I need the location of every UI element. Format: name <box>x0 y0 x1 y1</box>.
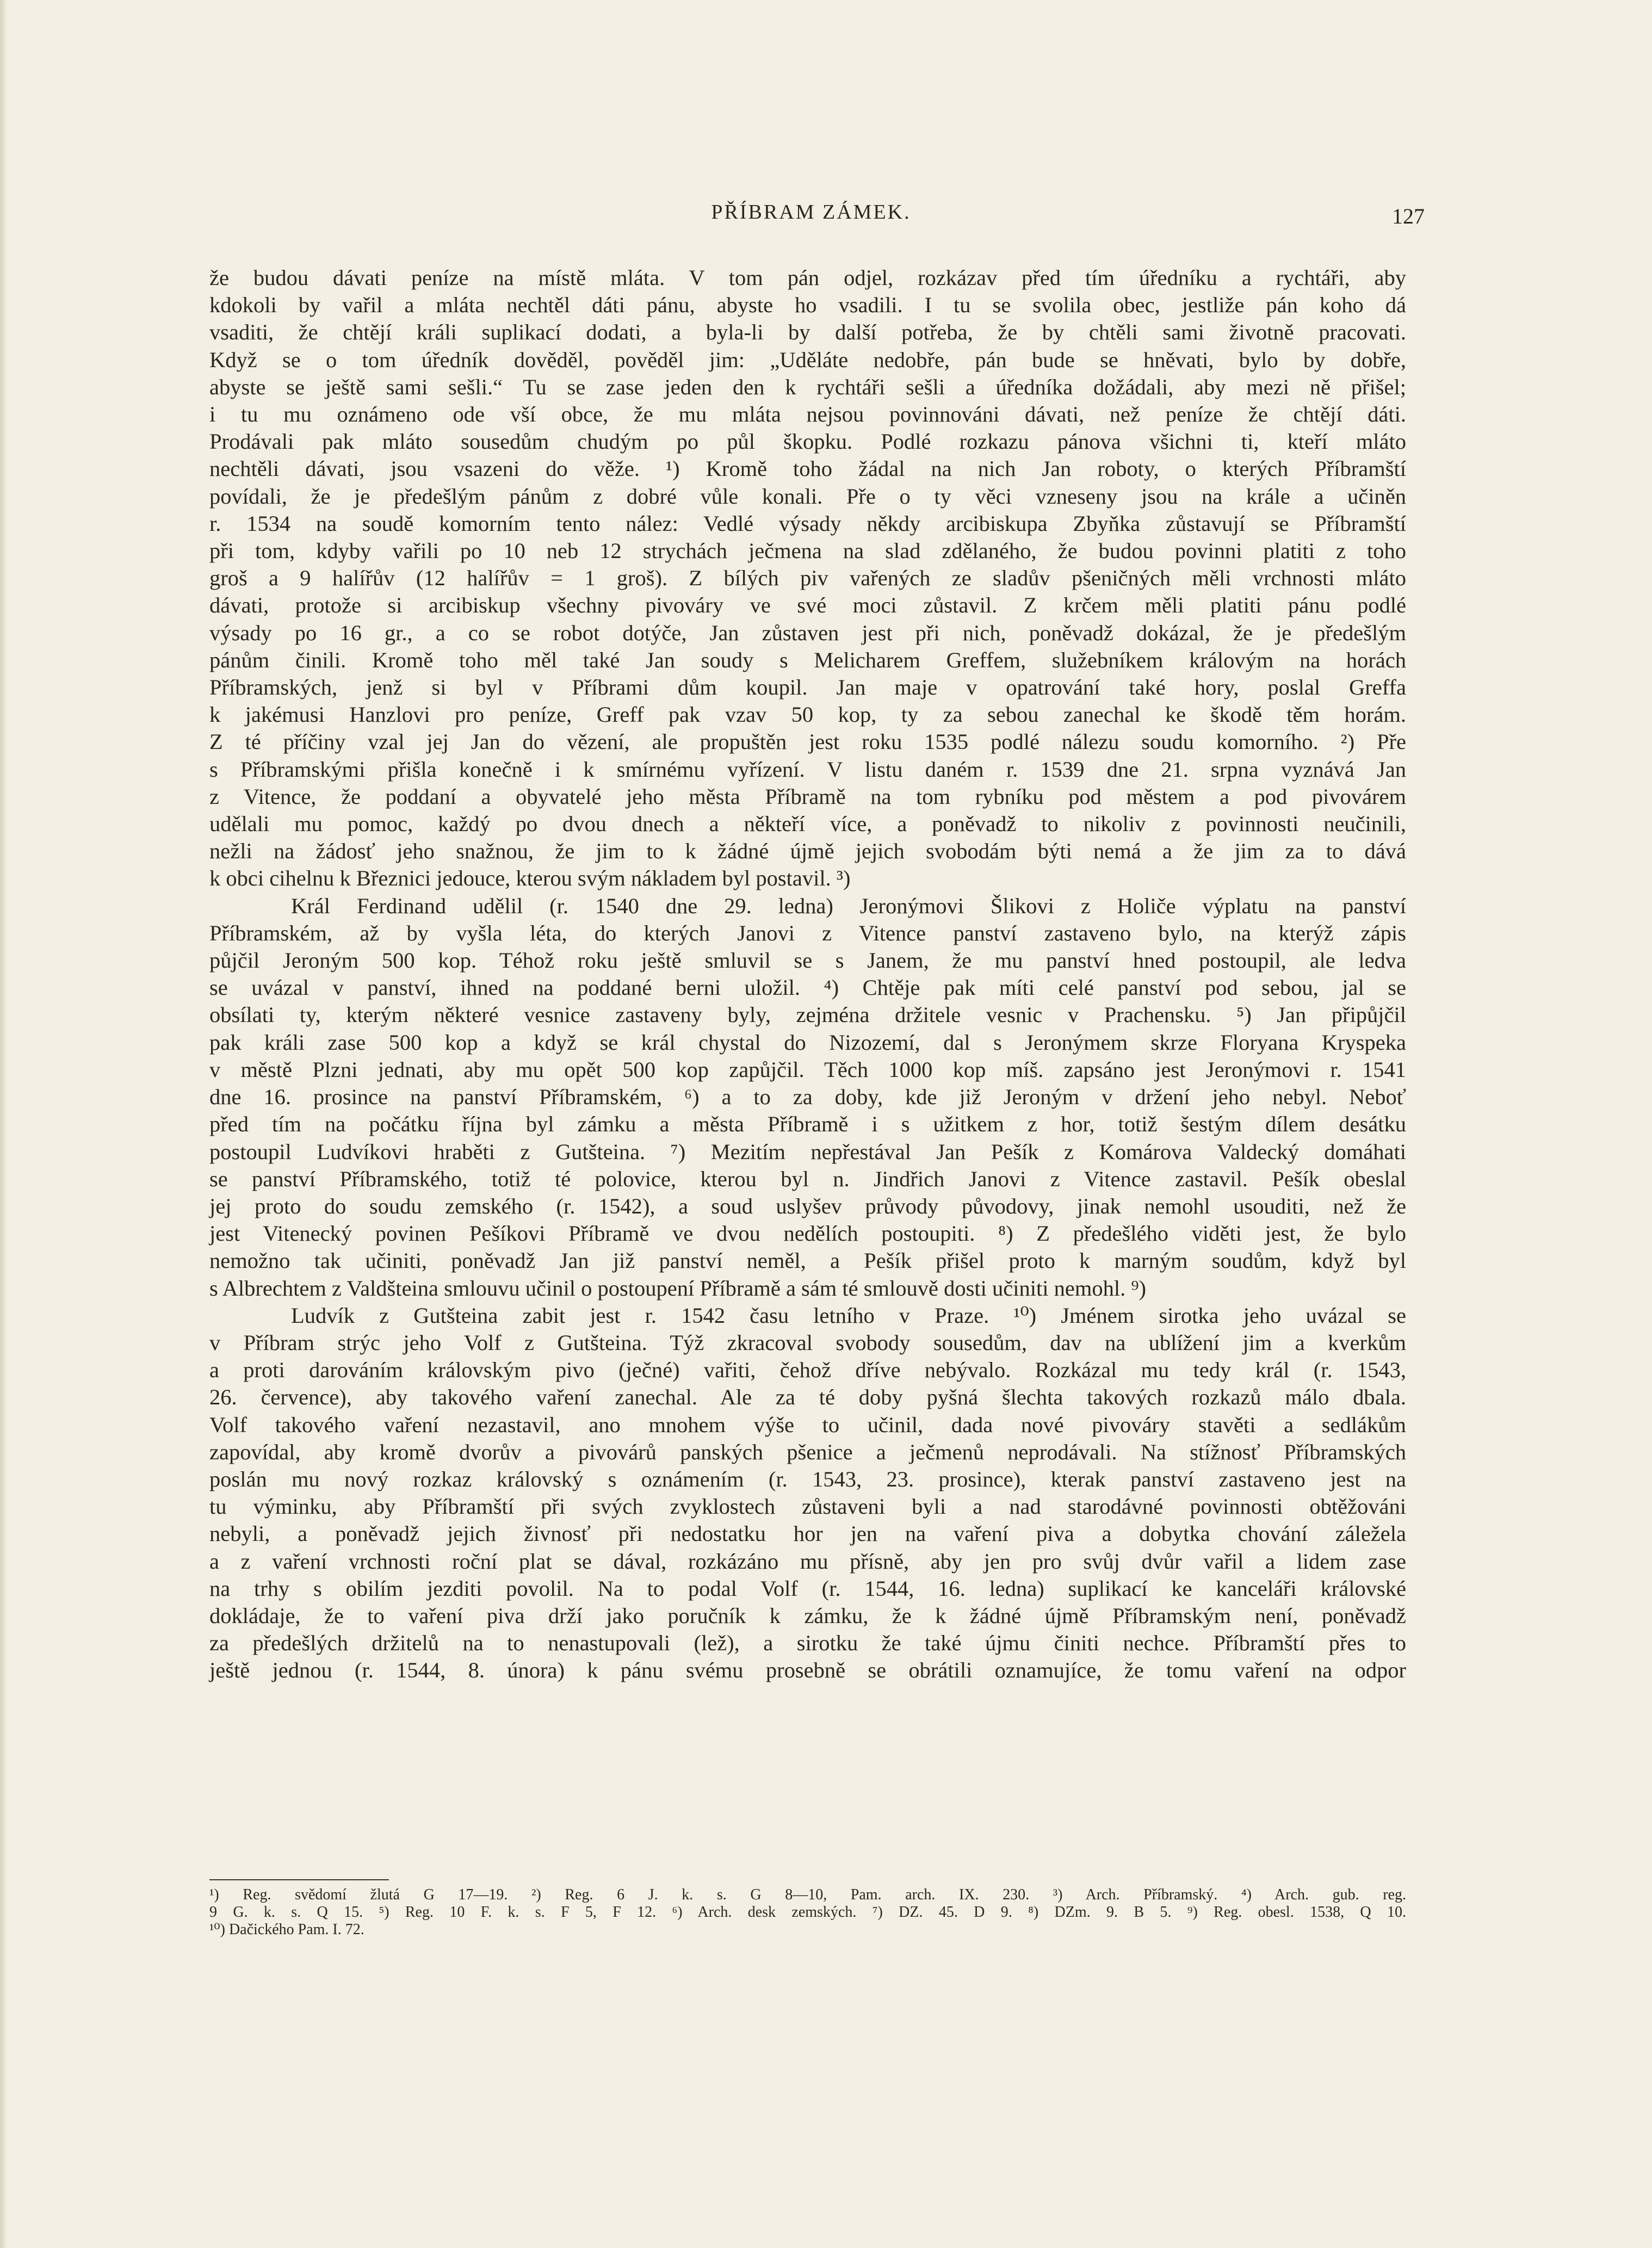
body-text <box>209 264 1406 1685</box>
text-line: jej proto do soudu zemského (r. 1542), a soud uslyšev průvody původovy, jinak nemohl usouditi, než že <box>209 1193 1406 1218</box>
text-line: a z vaření vrchnosti roční plat se dával, rozkázáno mu přísně, aby jen pro svůj dvůr vařil a lidem zase <box>209 1549 1406 1574</box>
footnote-rule <box>209 1879 389 1880</box>
text-line: nemožno tak učiniti, poněvadž Jan již panství neměl, a Pešík přišel proto k marným soudům, když byl <box>209 1248 1406 1273</box>
text-line: k jakémusi Hanzlovi pro peníze, Greff pak vzav 50 kop, ty za sebou zanechal ke škodě těm horám. <box>209 702 1406 727</box>
footnote-line: ¹⁰) Dačického Pam. I. 72. <box>209 1921 364 1938</box>
text-line: udělali mu pomoc, každý po dvou dnech a někteří více, a poněvadž to nikoliv z povinnosti neučinili, <box>209 812 1406 837</box>
text-line: nechtěli dávati, jsou vsazeni do věže. ¹) Kromě toho žádal na nich Jan roboty, o kterých Příbramští <box>209 456 1406 481</box>
text-line: v Příbram strýc jeho Volf z Gutšteina. Týž zkracoval svobody sousedům, dav na ublížení jim a kverkům <box>209 1330 1406 1355</box>
running-header <box>209 200 1425 233</box>
text-line: nežli na žádosť jeho snažnou, že jim to k žádné újmě jejich svobodám býti nemá a že jim za to dává <box>209 839 1406 864</box>
footnotes <box>209 1886 1406 1939</box>
text-line: 26. července), aby takového vaření zanechal. Ale za té doby pyšná šlechta takových rozkazů málo dbala. <box>209 1385 1406 1410</box>
text-line: za předešlých držitelů na to nenastupovali (lež), a sirotku že také újmu činiti nechce. Příbramští přes to <box>209 1631 1406 1656</box>
page-number: 127 <box>1392 204 1425 228</box>
text-line: ještě jednou (r. 1544, 8. února) k pánu svému prosebně se obrátili oznamujíce, že tomu vaření na odpor <box>209 1658 1406 1683</box>
text-line: Když se o tom úředník dověděl, pověděl jim: „Uděláte nedobře, pán bude se hněvati, bylo by dobře, <box>209 347 1406 372</box>
text-line: na trhy s obilím jezditi povolil. Na to podal Volf (r. 1544, 16. ledna) suplikací ke kanceláři královské <box>209 1576 1406 1601</box>
text-line: obsílati ty, kterým některé vesnice zastaveny byly, zejména držitele vesnic v Prachensku. ⁵) Jan připůjčil <box>209 1002 1406 1027</box>
text-line: k obci cihelnu k Březnici jedouce, kterou svým nákladem byl postavil. ³) <box>209 866 851 891</box>
running-title: PŘÍBRAM ZÁMEK. <box>711 201 911 224</box>
text-line: při tom, kdyby vařili po 10 neb 12 strychách ječmena na slad zdělaného, že budou povinni platiti z toho <box>209 538 1406 563</box>
text-line: a proti darováním královským pivo (ječné) vařiti, čehož dříve nebývalo. Rozkázal mu tedy král (r. 1543, <box>209 1358 1406 1383</box>
text-line: se uvázal v panství, ihned na poddané berni uložil. ⁴) Chtěje pak míti celé panství pod sebou, jal se <box>209 975 1406 1000</box>
text-line: před tím na počátku října byl zámku a města Příbramě i s užitkem z hor, totiž šestým dílem desátku <box>209 1112 1406 1137</box>
text-line: groš a 9 halířův (12 halířův = 1 groš). Z bílých piv vařených ze sladův pšeničných měli vrchnosti mláto <box>209 566 1406 591</box>
text-line: s Albrechtem z Valdšteina smlouvu učinil o postoupení Příbramě a sám té smlouvě dosti učiniti nemohl. ⁹) <box>209 1275 1146 1301</box>
text-line: Ludvík z Gutšteina zabit jest r. 1542 času letního v Praze. ¹⁰) Jménem sirotka jeho uvázal se <box>291 1303 1406 1328</box>
text-line: Volf takového vaření nezastavil, ano mnohem výše to učinil, dada nové pivováry stavěti a sedlákům <box>209 1412 1406 1437</box>
text-line: Z té příčiny vzal jej Jan do vězení, ale propuštěn jest roku 1535 podlé nálezu soudu komorního. ²) Pře <box>209 729 1406 754</box>
text-line: dávati, protože si arcibiskup všechny pivováry ve své moci zůstavil. Z krčem měli platiti pánu podlé <box>209 593 1406 618</box>
text-line: Příbramském, až by vyšla léta, do kterých Janovi z Vitence panství zastaveno bylo, na kterýž zápis <box>209 920 1406 945</box>
text-line: že budou dávati peníze na místě mláta. V tom pán odjel, rozkázav před tím úředníku a rychtáři, aby <box>209 265 1406 290</box>
text-line: výsady po 16 gr., a co se robot dotýče, Jan zůstaven jest při nich, poněvadž dokázal, že je předešlým <box>209 620 1406 645</box>
text-line: nebyli, a poněvadž jejich živnosť při nedostatku hor jen na vaření piva a dobytka chování záležela <box>209 1521 1406 1546</box>
footnote-line: 9 G. k. s. Q 15. ⁵) Reg. 10 F. k. s. F 5, F 12. ⁶) Arch. desk zemských. ⁷) DZ. 45. D 9. ⁸) DZm. 9. B 5. ⁹) Reg. obesl. 1538, Q 10. <box>209 1904 1406 1921</box>
text-line: postoupil Ludvíkovi hraběti z Gutšteina. ⁷) Mezitím nepřestával Jan Pešík z Komárova Valdecký domáhati <box>209 1139 1406 1164</box>
text-line: povídali, že je předešlým pánům z dobré vůle konali. Pře o ty věci vzneseny jsou na krále a učiněn <box>209 484 1406 509</box>
text-line: kdokoli by vařil a mláta nechtěl dáti pánu, abyste ho vsadili. I tu se svolila obec, jestliže pán koho dá <box>209 293 1406 318</box>
page-edge <box>0 0 8 2248</box>
text-line: Příbramských, jenž si byl v Příbrami dům koupil. Jan maje v opatrování také hory, poslal Greffa <box>209 675 1406 700</box>
text-line: zapovídal, aby kromě dvorův a pivovárů panských pšenice a ječmenů neprodávali. Na stížnosť Příbramských <box>209 1439 1406 1464</box>
text-line: i tu mu oznámeno ode vší obce, že mu mláta nejsou povinnováni dávati, než peníze že chtějí dáti. <box>209 402 1406 427</box>
text-line: tu výminku, aby Příbramští při svých zvyklostech zůstaveni byli a nad starodávné povinnosti obtěžováni <box>209 1494 1406 1519</box>
text-line: vsaditi, že chtějí králi suplikací dodati, a byla-li by další potřeba, že by chtěli sami životně pracovati. <box>209 320 1406 345</box>
text-line: Prodávali pak mláto sousedům chudým po půl škopku. Podlé rozkazu pánova všichni ti, kteří mláto <box>209 429 1406 454</box>
text-line: dne 16. prosince na panství Příbramském, ⁶) a to za doby, kde již Jeroným v držení jeho nebyl. Neboť <box>209 1085 1406 1110</box>
text-line: půjčil Jeroným 500 kop. Téhož roku ještě smluvil se s Janem, že mu panství hned postoupil, ale ledva <box>209 948 1406 973</box>
text-line: poslán mu nový rozkaz královský s oznámením (r. 1543, 23. prosince), kterak panství zastaveno jest na <box>209 1466 1406 1491</box>
text-line: s Příbramskými přišla konečně i k smírnému vyřízení. V listu daném r. 1539 dne 21. srpna vyznává Jan <box>209 757 1406 782</box>
text-line: Král Ferdinand udělil (r. 1540 dne 29. ledna) Jeronýmovi Šlikovi z Holiče výplatu na panství <box>291 893 1406 918</box>
text-line: pánům činili. Kromě toho měl také Jan soudy s Melicharem Greffem, služebníkem královým na horách <box>209 647 1406 672</box>
text-line: abyste se ještě sami sešli.“ Tu se zase jeden den k rychtáři sešli a úředníka dožádali, aby mezi ně přišel; <box>209 374 1406 399</box>
text-line: pak králi zase 500 kop a když se král chystal do Nizozemí, dal s Jeronýmem skrze Floryana Kryspeka <box>209 1030 1406 1055</box>
text-line: jest Vitenecký povinen Pešíkovi Příbramě ve dvou nedělích postoupiti. ⁸) Z předešlého viděti jest, že bylo <box>209 1221 1406 1246</box>
text-line: se panství Příbramského, totiž té polovice, kterou byl n. Jindřich Janovi z Vitence zastavil. Pešík obeslal <box>209 1166 1406 1191</box>
text-line: z Vitence, že poddaní a obyvatelé jeho města Příbramě na tom rybníku pod městem a pod pivovárem <box>209 784 1406 809</box>
text-line: v městě Plzni jednati, aby mu opět 500 kop zapůjčil. Těch 1000 kop míš. zapsáno jest Jeronýmovi r. 1541 <box>209 1057 1406 1082</box>
text-line: r. 1534 na soudě komorním tento nález: Vedlé výsady někdy arcibiskupa Zbyňka zůstavují se Příbramští <box>209 511 1406 536</box>
footnote-line: ¹) Reg. svědomí žlutá G 17—19. ²) Reg. 6 J. k. s. G 8—10, Pam. arch. IX. 230. ³) Arch. Příbramský. ⁴) Arch. gub. reg. <box>209 1886 1406 1903</box>
text-line: dokládaje, že to vaření piva drží jako poručník k zámku, že k žádné újmě Příbramským není, poněvadž <box>209 1603 1406 1628</box>
